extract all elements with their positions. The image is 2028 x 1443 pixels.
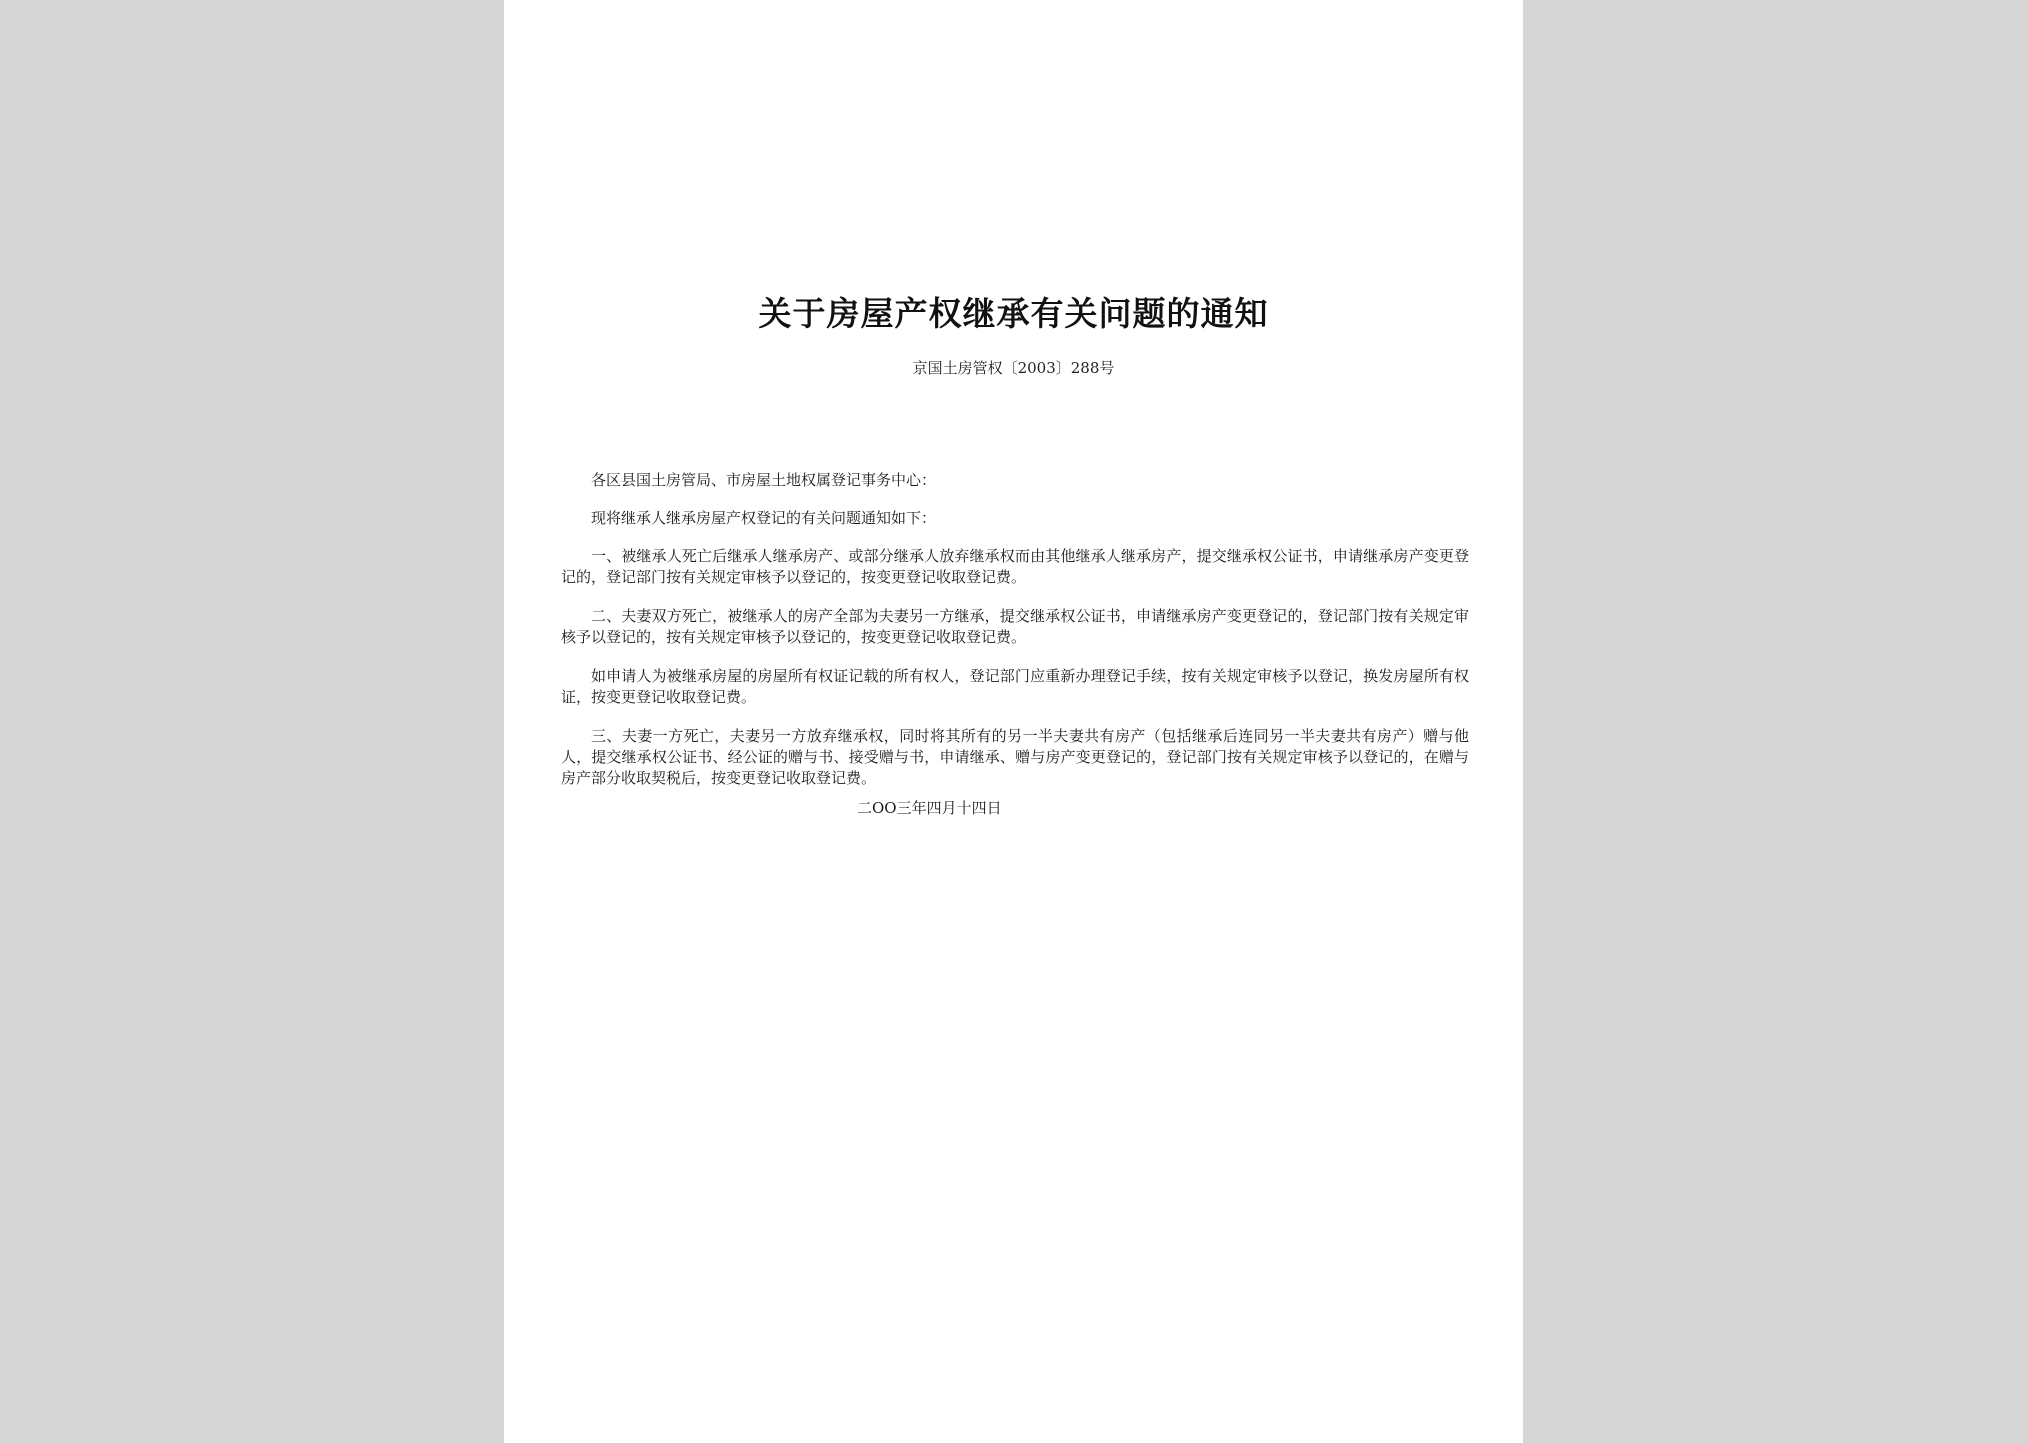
document-number: 京国土房管权〔2003〕288号 — [912, 359, 1115, 377]
paragraph-item-1: 一、被继承人死亡后继承人继承房产、或部分继承人放弃继承权而由其他继承人继承房产，提交继承权公证书，申请继承房产变更登记的，登记部门按有关规定审核予以登记的，按变更登记收取登记费。 — [561, 547, 1469, 586]
paragraph-item-2: 二、夫妻双方死亡，被继承人的房产全部为夫妻另一方继承，提交继承权公证书，申请继承房产变更登记的，登记部门按有关规定审核予以登记的，按有关规定审核予以登记的，按变更登记收取登记费。 — [561, 607, 1469, 646]
document-date: 二OO三年四月十四日 — [857, 799, 1002, 817]
document-title: 关于房屋产权继承有关问题的通知 — [758, 294, 1269, 333]
paragraph-item-3: 三、夫妻一方死亡，夫妻另一方放弃继承权，同时将其所有的另一半夫妻共有房产（包括继承后连同另一半夫妻共有房产）赠与他人，提交继承权公证书、经公证的赠与书、接受赠与书，申请继承、赠与房产变更登记的，登记部门按有关规定审核予以登记的，在赠与房产部分收取契税后，按变更登记收取登记费。 — [561, 727, 1469, 787]
document-page — [504, 0, 1523, 1443]
intro-paragraph: 现将继承人继承房屋产权登记的有关问题通知如下： — [591, 509, 937, 527]
paragraph-item-2-note: 如申请人为被继承房屋的房屋所有权证记载的所有权人，登记部门应重新办理登记手续，按有关规定审核予以登记，换发房屋所有权证，按变更登记收取登记费。 — [561, 667, 1469, 706]
document-body — [561, 470, 1469, 807]
salutation: 各区县国土房管局、市房屋土地权属登记事务中心： — [591, 471, 937, 489]
